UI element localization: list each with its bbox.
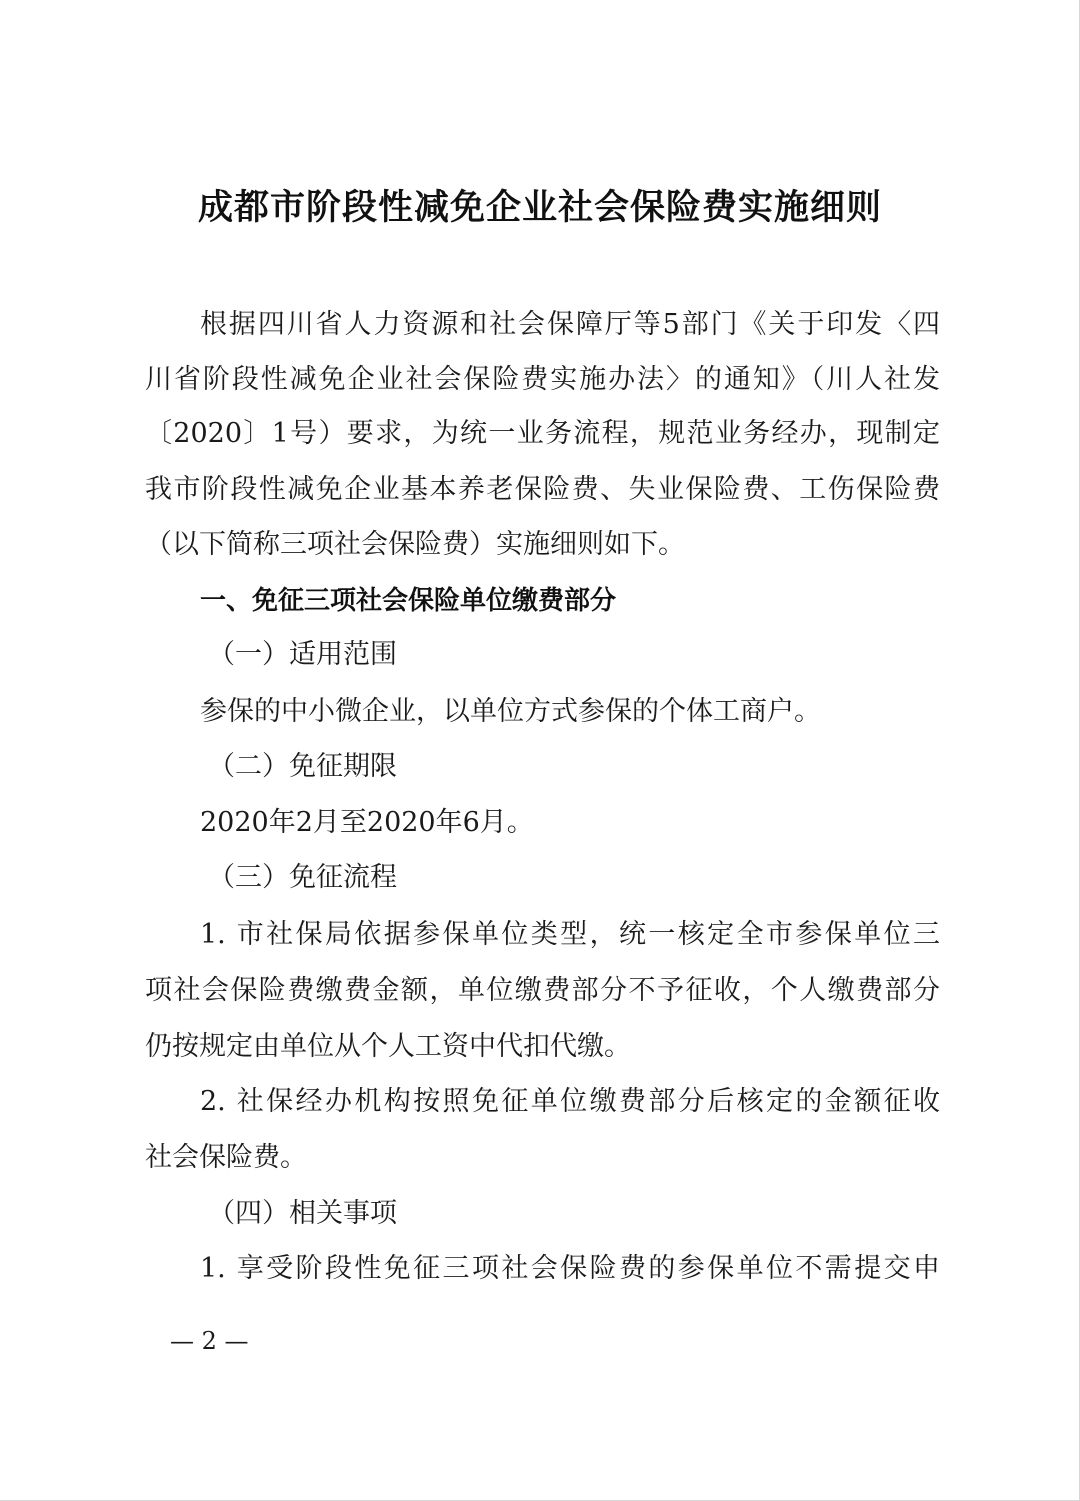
page-number: — 2 — <box>170 1327 249 1355</box>
intro-line: （以下简称三项社会保险费）实施细则如下。 <box>145 529 685 560</box>
period-text: 2020年2月至2020年6月。 <box>200 807 534 838</box>
document-title: 成都市阶段性减免企业社会保险费实施细则 <box>197 188 882 228</box>
process-item-line: 项社会保险费缴费金额，单位缴费部分不予征收，个人缴费部分 <box>145 975 940 1006</box>
subsection-heading: （三）免征流程 <box>208 862 397 893</box>
process-item-line: 社会保险费。 <box>145 1142 307 1173</box>
intro-line: 〔2020〕1号）要求，为统一业务流程，规范业务经办，现制定 <box>145 418 940 449</box>
subsection-heading: （四）相关事项 <box>208 1198 397 1229</box>
scope-text: 参保的中小微企业，以单位方式参保的个体工商户。 <box>200 696 821 727</box>
process-item-line: 1. 市社保局依据参保单位类型，统一核定全市参保单位三 <box>200 919 940 950</box>
intro-line: 川省阶段性减免企业社会保险费实施办法〉的通知》（川人社发 <box>145 364 940 395</box>
process-item-line: 仍按规定由单位从个人工资中代扣代缴。 <box>145 1031 631 1062</box>
subsection-heading: （二）免征期限 <box>208 751 397 782</box>
subsection-heading: （一）适用范围 <box>208 639 397 670</box>
intro-line: 我市阶段性减免企业基本养老保险费、失业保险费、工伤保险费 <box>145 474 940 505</box>
matters-item-line: 1. 享受阶段性免征三项社会保险费的参保单位不需提交申 <box>200 1253 940 1284</box>
process-item-line: 2. 社保经办机构按照免征单位缴费部分后核定的金额征收 <box>200 1086 940 1117</box>
intro-line: 根据四川省人力资源和社会保障厅等5部门《关于印发〈四 <box>200 309 940 340</box>
section-heading: 一、免征三项社会保险单位缴费部分 <box>200 586 617 616</box>
